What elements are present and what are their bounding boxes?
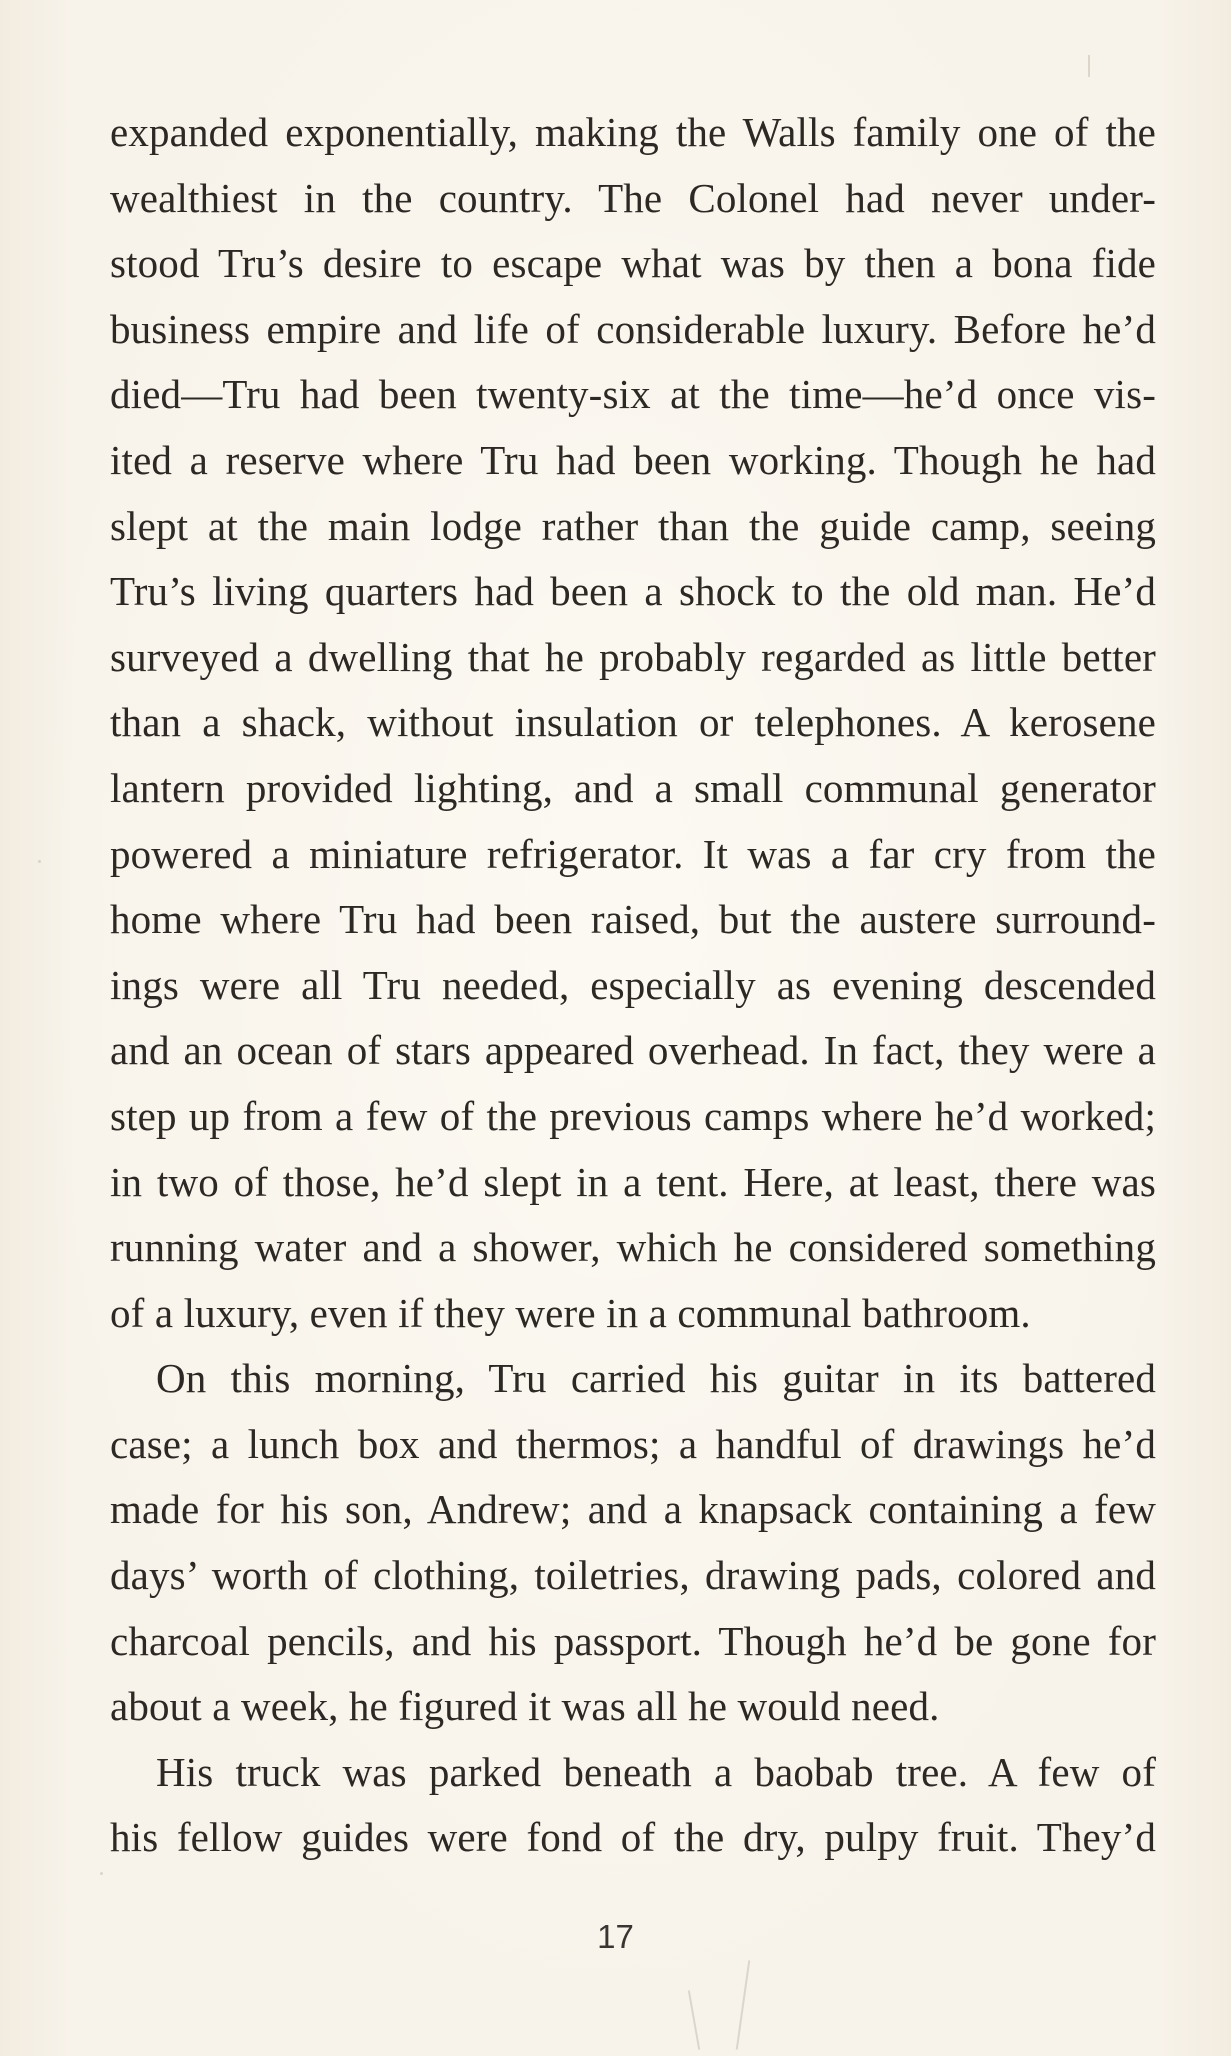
text-line: than a shack, without insulation or telephones. A kerosene	[110, 699, 1156, 746]
text-line: ited a reserve where Tru had been working. Though he had	[110, 436, 1156, 483]
text-line: step up from a few of the previous camps where he’d worked;	[110, 1092, 1156, 1139]
text-line: of a luxury, even if they were in a communal bathroom.	[110, 1289, 1031, 1336]
text-line: surveyed a dwelling that he probably regarded as little better	[110, 633, 1156, 680]
text-line: about a week, he figured it was all he would need.	[110, 1683, 940, 1730]
text-line: business empire and life of considerable luxury. Before he’d	[110, 305, 1156, 352]
text-line: running water and a shower, which he considered something	[110, 1224, 1156, 1271]
text-line: ings were all Tru needed, especially as evening descended	[110, 961, 1156, 1008]
scan-artifact	[100, 1872, 103, 1875]
text-line: in two of those, he’d slept in a tent. Here, at least, there was	[110, 1158, 1156, 1205]
scan-artifact	[1088, 55, 1090, 77]
scan-artifact	[736, 1960, 751, 2049]
body-text	[110, 100, 1156, 1871]
text-line: made for his son, Andrew; and a knapsack containing a few	[110, 1486, 1156, 1533]
text-line: and an ocean of stars appeared overhead. In fact, they were a	[110, 1027, 1156, 1074]
text-line: charcoal pencils, and his passport. Though he’d be gone for	[110, 1617, 1156, 1664]
text-line: wealthiest in the country. The Colonel had never under-	[110, 174, 1156, 221]
text-line: days’ worth of clothing, toiletries, drawing pads, colored and	[110, 1552, 1156, 1599]
text-line: Tru’s living quarters had been a shock to the old man. He’d	[110, 568, 1156, 615]
text-line: case; a lunch box and thermos; a handful of drawings he’d	[110, 1420, 1156, 1467]
scan-artifact	[688, 1990, 700, 2049]
text-line: his fellow guides were fond of the dry, pulpy fruit. They’d	[110, 1814, 1156, 1861]
text-line: stood Tru’s desire to escape what was by then a bona fide	[110, 240, 1156, 287]
text-line: slept at the main lodge rather than the guide camp, seeing	[110, 502, 1156, 549]
scan-artifact	[38, 860, 41, 863]
page-number: 17	[597, 1918, 634, 1955]
text-line: home where Tru had been raised, but the austere surround-	[110, 896, 1156, 943]
text-line: His truck was parked beneath a baobab tree. A few of	[156, 1748, 1156, 1795]
text-line: On this morning, Tru carried his guitar in its battered	[156, 1355, 1156, 1402]
text-line: died—Tru had been twenty-six at the time—he’d once vis-	[110, 371, 1156, 418]
text-line: lantern provided lighting, and a small communal generator	[110, 764, 1156, 811]
text-line: powered a miniature refrigerator. It was a far cry from the	[110, 830, 1156, 877]
text-line: expanded exponentially, making the Walls family one of the	[110, 109, 1156, 155]
